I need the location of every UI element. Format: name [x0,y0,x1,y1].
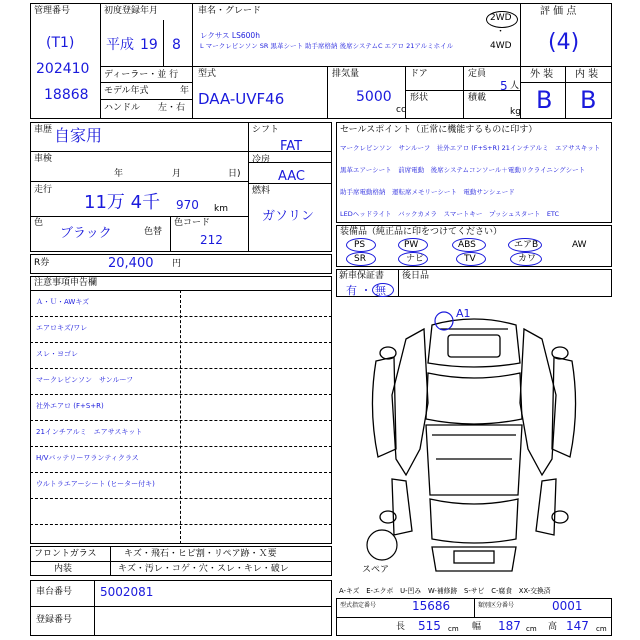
mileage-sub: 970 [176,198,199,212]
rating-label: 評 価 点 [540,6,577,17]
note-4: マークレビンソン サンルーフ [36,376,134,384]
spec-cat-value: 0001 [552,599,583,613]
after-label: 後日品 [402,271,430,281]
door-label: ドア [410,69,428,79]
note-row-divider [30,368,332,369]
note-5: 社外エアロ (F+S+R) [36,402,104,410]
warranty-value: 有 ・ 無 [346,284,386,297]
fuel-label: 燃料 [252,186,271,196]
equip-aw: AW [572,240,587,250]
glass-label: フロントガラス [34,549,97,559]
equip-abs: ABS [458,240,476,250]
color-value: ブラック [60,226,112,241]
recycle-label: R券 [34,258,50,268]
disp-value: 5000 [356,89,392,105]
usage-label: 車歴 [34,125,53,135]
top-block [30,3,612,119]
sales-line3: 助手席電動格納 運転席メモリーシート 電動サンシェード [340,188,515,196]
spec-cat-label: 類別区分番号 [478,602,515,609]
reg-era: 平成 [106,37,134,53]
drive-dot: ・ [496,27,506,37]
reg-label: 初度登録年月 [104,6,159,16]
diagram-mark: A1 [456,307,471,320]
usage-value: 自家用 [54,126,103,145]
spec-hgt-value: 147 [566,619,589,633]
warranty-label: 新車保証書 [339,271,385,281]
spec-len-value: 515 [418,619,441,633]
equip-ps: PS [354,240,366,250]
mgmt-label: 管理番号 [34,6,71,16]
cap-label: 定員 [468,69,487,79]
reg-year: 19 [140,37,158,53]
mileage-unit: km [214,204,228,214]
note-row-divider [30,472,332,473]
sales-line4: LEDヘッドライト バックカメラ スマートキー プッシュスタート ETC [340,210,560,218]
note-2: エアロキズ/ワレ [36,324,88,332]
inspect-day: 日) [228,169,241,179]
load-unit: kg [510,107,521,117]
rating-score: (4) [548,30,580,55]
equip-airbag: エアB [514,240,539,250]
shift-value: FAT [280,139,303,154]
shape-label: 形状 [410,93,429,103]
note-8: ウルトラエアーシート (ヒーター付キ) [36,480,155,488]
equip-navi: ナビ [406,254,425,264]
model-year-label: モデル年式 [104,86,149,96]
name-line1: レクサス LS600h [200,31,260,40]
regno-label: 登録番号 [36,615,73,625]
diagram-spare: スペア [362,565,390,575]
cap-unit: 人 [510,81,520,91]
sales-line2: 黒革エアーシート 前席電動 後席システムコンソール＋電動リクライニングシート [340,166,586,174]
interior-value: キズ・汚レ・コゲ・穴・スレ・キレ・破レ [118,564,289,574]
model-label: 型式 [198,69,217,79]
spec-len-label: 長 [396,622,406,632]
rating-int: B [580,86,597,114]
shift-label: シフト [252,125,280,135]
drive-2wd: 2WD [490,13,512,23]
color-code-value: 212 [200,233,223,247]
color-sticker-label: 色替 [144,227,163,237]
spec-wid-unit: cm [526,625,537,633]
mgmt-t1: (T1) [46,35,75,51]
mileage-label: 走行 [34,185,53,195]
spec-type-value: 15686 [412,599,451,613]
ac-label: 冷房 [252,155,271,165]
model-year-unit: 年 [180,86,190,96]
drive-4wd: 4WD [490,41,512,51]
disp-label: 排気量 [332,69,360,79]
spec-hgt-label: 高 [548,622,558,632]
disp-unit: cc [396,105,406,115]
equip-tv: TV [464,254,476,264]
mgmt-n2: 18868 [44,87,89,103]
load-label: 積載 [468,93,487,103]
recycle-value: 20,400 [108,256,154,271]
mileage-main: 11万 4千 [84,192,161,213]
note-row-divider [30,342,332,343]
mgmt-n1: 202410 [36,61,90,77]
handle-label: ハンドル [104,103,141,113]
equip-sr: SR [354,254,366,264]
damage-legend: A-キズ E-エクボ U-凹み W-補修跡 S-サビ C-腐食 XX-交換済 [339,587,551,595]
sales-label: セールスポイント（正常に機能するものに印す） [340,125,538,135]
handle-value: 左・右 [158,103,186,113]
note-row-divider [30,394,332,395]
equip-pw: PW [404,240,419,250]
note-6: 21インチアルミ エアサスキット [36,428,143,436]
rating-ext-label: 外 装 [530,69,554,80]
model-value: DAA-UVF46 [198,90,285,108]
chassis-label: 車台番号 [36,587,73,597]
spec-hgt-unit: cm [596,625,607,633]
equip-label: 装備品（純正品に印をつけてください） [340,227,503,237]
chassis-box [30,580,332,636]
rating-int-label: 内 装 [575,69,599,80]
recycle-unit: 円 [172,259,182,269]
name-line2: L マークレビンソン SR 黒革シート 助手席格納 後席システムC エアロ 21アルミホイル [200,42,454,50]
note-7: H/Vバッテリーワランティクラス [36,454,139,462]
inspect-month: 月 [172,169,182,179]
reg-month: 8 [172,37,181,53]
car-diagram [336,299,612,581]
note-row-divider [30,498,332,499]
note-row-divider [30,446,332,447]
chassis-value: 5002081 [100,585,154,599]
glass-value: キズ・飛石・ヒビ割・リペア跡・Ｘ要 [124,549,277,559]
spec-type-label: 型式指定番号 [340,602,377,609]
spec-wid-value: 187 [498,619,521,633]
note-3: スレ・ヨゴレ [36,350,78,358]
name-label: 車名・グレード [198,6,262,16]
spec-len-unit: cm [448,625,459,633]
inspect-year: 年 [114,169,124,179]
color-code-label: 色コード [174,218,211,228]
note-row-divider [30,524,332,525]
equip-leather: カワ [518,254,537,264]
note-1: Ａ・Ｕ・AWキズ [36,298,90,306]
dealer-label: ディーラー・並 行 [104,70,179,80]
notes-label: 注意事項申告欄 [34,278,98,288]
spec-wid-label: 幅 [472,622,482,632]
note-row-divider [30,316,332,317]
note-row-divider [30,420,332,421]
cap-value: 5 [500,79,508,93]
interior-label: 内装 [54,564,73,574]
inspect-label: 車検 [34,154,53,164]
fuel-value: ガソリン [262,209,315,224]
rating-ext: B [536,86,553,114]
sales-line1: マークレビンソン サンルーフ 社外エアロ (F+S+R) 21インチアルミ エアサスキット [340,144,601,152]
color-label: 色 [34,218,44,228]
ac-value: AAC [278,169,305,184]
